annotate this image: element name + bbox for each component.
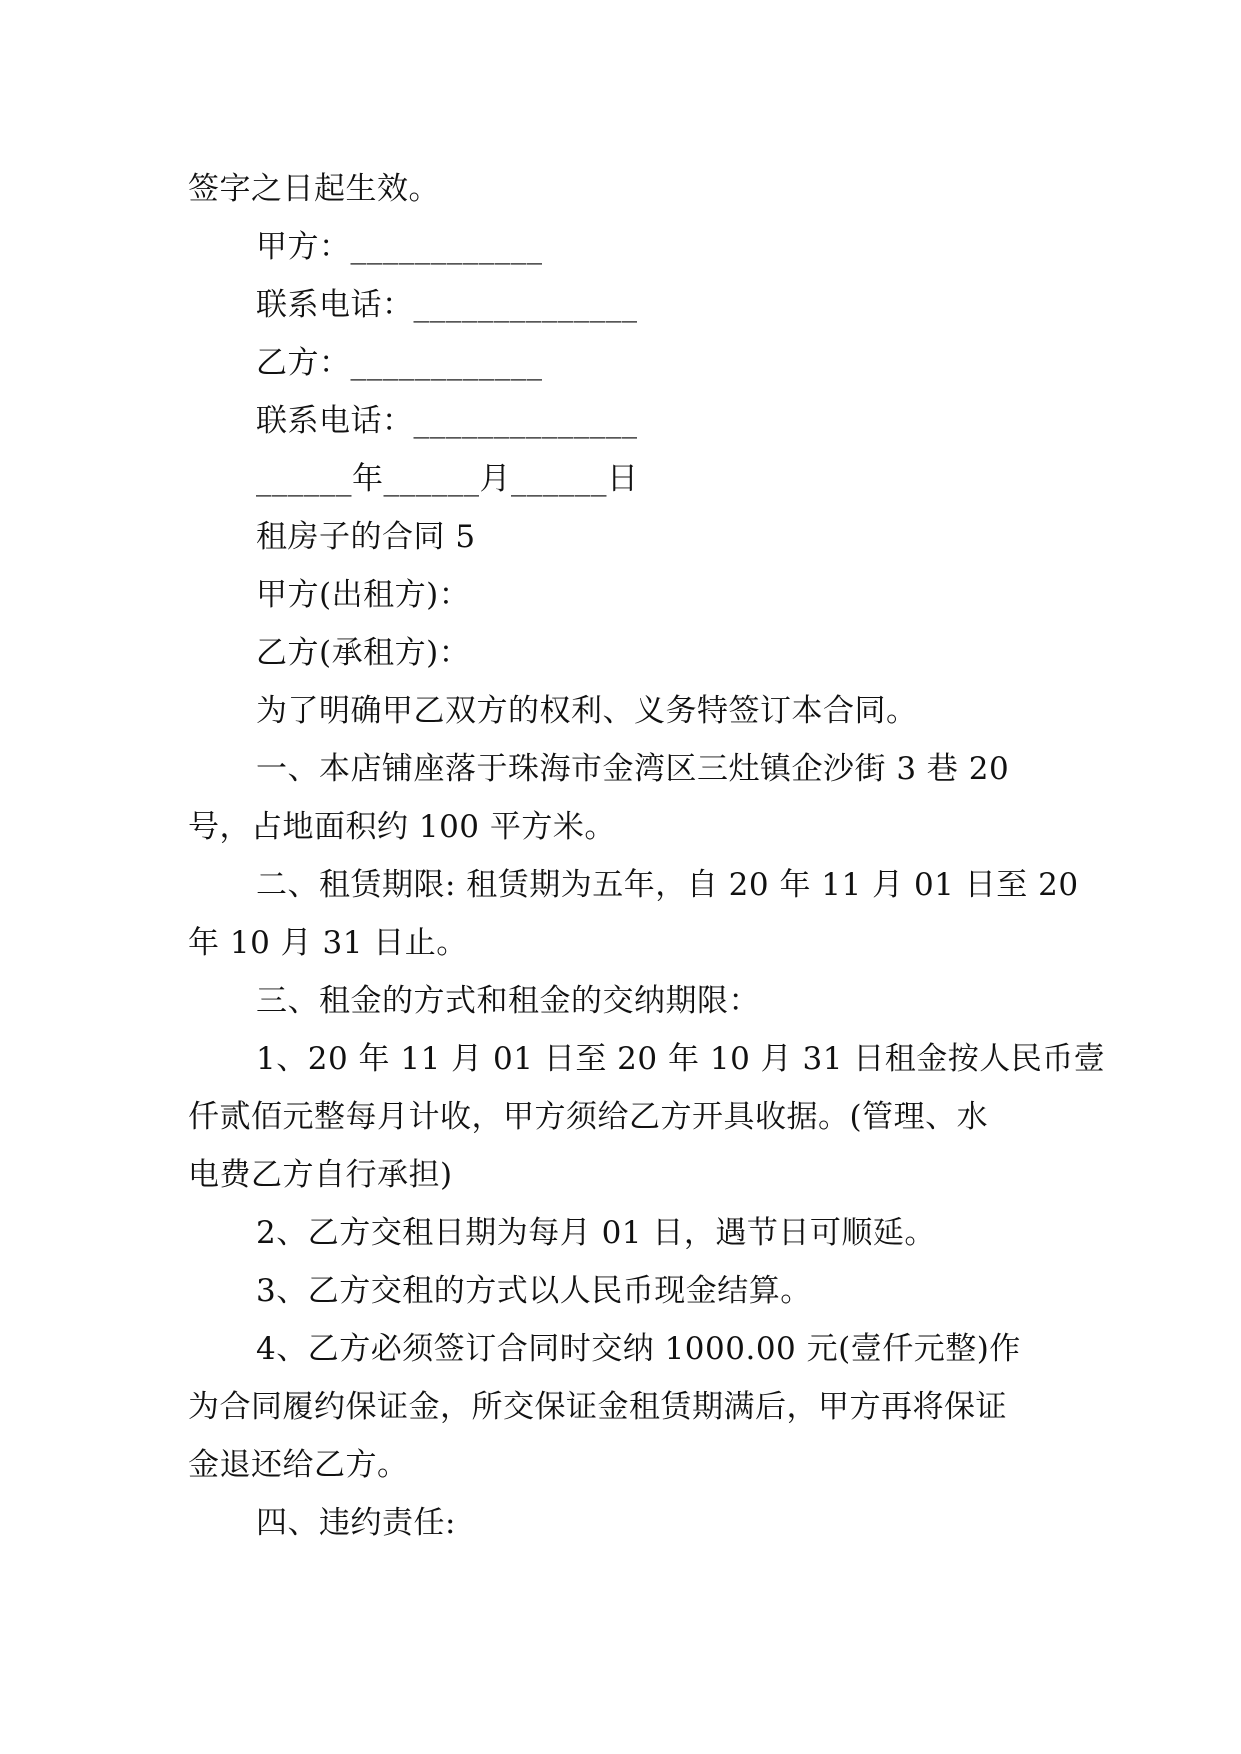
clause-line: 2、乙方交租日期为每月 01 日，遇节日可顺延。: [256, 1215, 936, 1251]
clause-line: 一、本店铺座落于珠海市金湾区三灶镇企沙街 3 巷 20: [256, 751, 1010, 787]
clause-line: 年 10 月 31 日止。: [188, 925, 468, 961]
clause-line: 为合同履约保证金，所交保证金租赁期满后，甲方再将保证: [188, 1389, 1007, 1425]
clause-line: 1、20 年 11 月 01 日至 20 年 10 月 31 日租金按人民币壹: [256, 1041, 1106, 1077]
clause-line: 电费乙方自行承担): [188, 1157, 453, 1193]
clause-line: 三、租金的方式和租金的交纳期限：: [256, 983, 760, 1019]
clause-line: 号，占地面积约 100 平方米。: [188, 809, 616, 845]
clause-line: 金退还给乙方。: [188, 1447, 409, 1483]
clause-line: 二、租赁期限: 租赁期为五年，自 20 年 11 月 01 日至 20: [256, 867, 1079, 903]
party-b-signature-line: 乙方：____________: [256, 345, 543, 381]
text-line: 签字之日起生效。: [188, 171, 440, 207]
date-line: ______年______月______日: [256, 461, 639, 497]
lessee-label: 乙方(承租方)：: [256, 635, 471, 671]
clause-line: 3、乙方交租的方式以人民币现金结算。: [256, 1273, 812, 1309]
clause-line: 仟贰佰元整每月计收，甲方须给乙方开具收据。(管理、水: [188, 1099, 989, 1135]
party-b-phone-line: 联系电话：______________: [256, 403, 638, 439]
party-a-phone-line: 联系电话：______________: [256, 287, 638, 323]
party-a-signature-line: 甲方：____________: [256, 229, 543, 265]
document-body: [188, 160, 1106, 1552]
contract-purpose: 为了明确甲乙双方的权利、义务特签订本合同。: [256, 693, 918, 729]
clause-line: 四、违约责任:: [256, 1505, 456, 1541]
clause-line: 4、乙方必须签订合同时交纳 1000.00 元(壹仟元整)作: [256, 1331, 1021, 1367]
lessor-label: 甲方(出租方)：: [256, 577, 471, 613]
section-heading: 租房子的合同 5: [256, 519, 476, 555]
